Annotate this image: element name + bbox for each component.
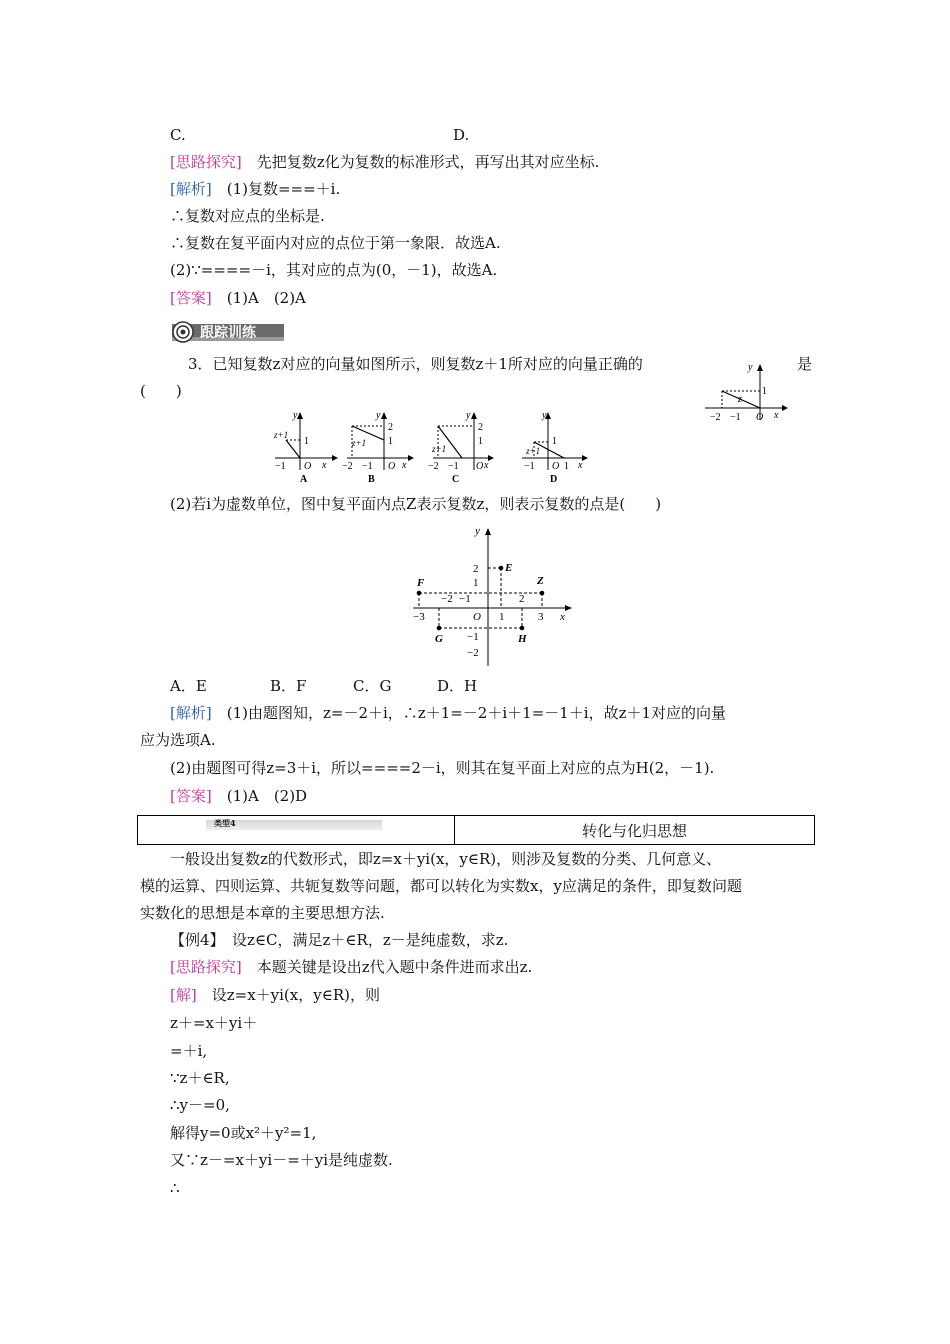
answer-tag: [答案]	[170, 787, 212, 805]
tick-label: −1	[362, 461, 373, 472]
option-d-figure	[522, 410, 588, 485]
step-line: ∵z＋∈R,	[170, 1069, 230, 1087]
q3-option-figures	[270, 408, 600, 486]
origin-label: O	[388, 461, 396, 472]
answer-text: (1)A (2)A	[226, 289, 306, 307]
answer-text: (1)A (2)D	[226, 787, 308, 805]
axis-y-label: y	[293, 410, 298, 421]
tick-label: −3	[413, 611, 425, 623]
choice-c: C．G	[353, 677, 392, 695]
section-banner	[170, 321, 286, 343]
example-4-solution	[170, 985, 380, 1005]
origin-label: O	[473, 611, 481, 623]
text-line: ∴复数对应点的坐标是.	[170, 207, 325, 225]
step-line: 又∵z－=x＋yi－=＋yi是纯虚数.	[170, 1151, 393, 1169]
tick-label: −2	[342, 461, 353, 472]
axis-x-label: x	[322, 460, 327, 471]
option-d-caption: D	[550, 474, 558, 485]
tick-label: −2	[710, 412, 721, 423]
tick-label: 1	[478, 436, 483, 447]
think-line	[170, 152, 599, 172]
tick-label: 1	[388, 436, 393, 447]
example-4: 【例4】 设z∈C，满足z＋∈R，z－是纯虚数，求z.	[170, 931, 509, 949]
step-line: =＋i,	[170, 1042, 208, 1060]
text-line: (2)∵====－i，其对应的点为(0，－1)，故选A.	[170, 261, 498, 279]
option-c-figure	[428, 410, 494, 485]
option-b-caption: B	[368, 474, 375, 485]
think-text: 本题关键是设出z代入题中条件进而求出z.	[256, 958, 533, 976]
solution-line	[170, 703, 726, 723]
point-h-label: H	[518, 633, 527, 645]
axis-y-label: y	[475, 525, 480, 537]
option-a-caption: A	[300, 474, 308, 485]
type-tag-cell	[138, 816, 455, 845]
option-a-figure	[273, 410, 338, 485]
tick-label: 2	[519, 593, 525, 605]
solution-tag: [解]	[170, 986, 197, 1004]
axis-y-label: y	[748, 362, 753, 373]
origin-label: O	[304, 461, 312, 472]
think-text: 先把复数z化为复数的标准形式，再写出其对应坐标.	[256, 153, 600, 171]
analysis-tag: [解析]	[170, 704, 212, 722]
option-d: D.	[453, 126, 470, 144]
axis-x-label: x	[402, 460, 407, 471]
type-tag: 类型4	[214, 818, 236, 828]
tick-label: 1	[473, 577, 479, 589]
choice-a: A．E	[170, 677, 207, 695]
q3-reference-figure	[700, 362, 790, 424]
point-f-label: F	[417, 577, 425, 589]
analysis-text: (1)由题图知，z=－2＋i，∴z＋1=－2＋i＋1=－1＋i，故z＋1对应的向量	[226, 704, 727, 722]
solution-text: 设z=x＋yi(x，y∈R)，则	[211, 986, 380, 1004]
axis-y-label: y	[376, 410, 381, 421]
para-line: 模的运算、四则运算、共轭复数等问题，都可以转化为实数x，y应满足的条件，即复数问题	[140, 877, 742, 895]
q3-part2: (2)若i为虚数单位，图中复平面内点Z表示复数z，则表示复数的点是( )	[170, 495, 662, 513]
tick-label: −1	[275, 461, 286, 472]
axis-x-label: x	[484, 460, 489, 471]
para-line: 一般设出复数z的代数形式，即z=x＋yi(x，y∈R)，则涉及复数的分类、几何意义、	[170, 850, 722, 868]
example-4-think	[170, 957, 532, 977]
tick-label: 1	[564, 461, 569, 472]
analysis-text: (1)复数===＋i.	[226, 180, 341, 198]
tick-label: 3	[538, 611, 544, 623]
q3-line1-tail: 是	[797, 355, 813, 373]
tick-label: −1	[524, 461, 535, 472]
answer-tag: [答案]	[170, 289, 212, 307]
point-g-label: G	[435, 633, 443, 645]
tick-label: 1	[762, 386, 767, 397]
z-plus-1-label: z+1	[526, 446, 541, 456]
q3-line1: 3．已知复数z对应的向量如图所示，则复数z＋1所对应的向量正确的	[188, 355, 643, 373]
tick-label: −1	[730, 412, 741, 423]
answer-line	[170, 786, 307, 806]
para-line: 实数化的思想是本章的主要思想方法.	[140, 904, 385, 922]
tick-label: −2	[467, 647, 479, 659]
step-line: 解得y=0或x²＋y²=1,	[170, 1124, 317, 1142]
tick-label: 2	[478, 422, 483, 433]
origin-label: O	[552, 461, 560, 472]
answer-line	[170, 288, 306, 308]
tick-label: 2	[473, 563, 479, 575]
think-tag: [思路探究]	[170, 153, 242, 171]
option-b-figure	[342, 410, 414, 485]
type-title: 转化与化归思想	[455, 816, 815, 845]
z-plus-1-label: z+1	[432, 444, 447, 454]
text-line: ∴复数在复平面内对应的点位于第一象限．故选A.	[170, 234, 501, 252]
analysis-line	[170, 179, 340, 199]
origin-label: O	[476, 461, 484, 472]
z-plus-1-label: z+1	[274, 430, 289, 440]
tick-label: −1	[448, 461, 459, 472]
step-line: ∴y－=0,	[170, 1096, 230, 1114]
origin-label: O	[756, 412, 764, 423]
step-line: z＋=x＋yi＋	[170, 1014, 258, 1032]
tick-label: 1	[499, 611, 505, 623]
choice-d: D．H	[437, 677, 478, 695]
axis-y-label: y	[542, 410, 547, 421]
point-z-label: Z	[537, 575, 544, 587]
z-plus-1-label: z+1	[352, 438, 367, 448]
type-header-table	[137, 815, 815, 845]
choice-b: B．F	[270, 677, 307, 695]
tick-label: 1	[552, 436, 557, 447]
z-label: z	[738, 394, 742, 405]
complex-plane-figure	[405, 520, 575, 670]
step-line: ∴	[170, 1179, 180, 1197]
option-c: C.	[170, 126, 186, 144]
point-e-label: E	[505, 562, 513, 574]
axis-x-label: x	[774, 410, 779, 421]
banner-label: 跟踪训练	[200, 326, 256, 341]
option-c-caption: C	[452, 474, 460, 485]
tick-label: −2	[441, 593, 453, 605]
tick-label: −1	[467, 631, 479, 643]
q3-line2: ( )	[140, 382, 182, 400]
tick-label: 1	[304, 436, 309, 447]
tick-label: −2	[428, 461, 439, 472]
axis-x-label: x	[560, 611, 565, 623]
axis-y-label: y	[466, 410, 471, 421]
solution-line2: (2)由题图可得z=3＋i，所以====2－i，则其在复平面上对应的点为H(2，－1).	[170, 759, 715, 777]
solution-cont: 应为选项A.	[140, 731, 216, 749]
tick-label: −1	[459, 593, 471, 605]
analysis-tag: [解析]	[170, 180, 212, 198]
axis-x-label: x	[578, 460, 583, 471]
think-tag: [思路探究]	[170, 958, 242, 976]
tick-label: 2	[388, 422, 393, 433]
